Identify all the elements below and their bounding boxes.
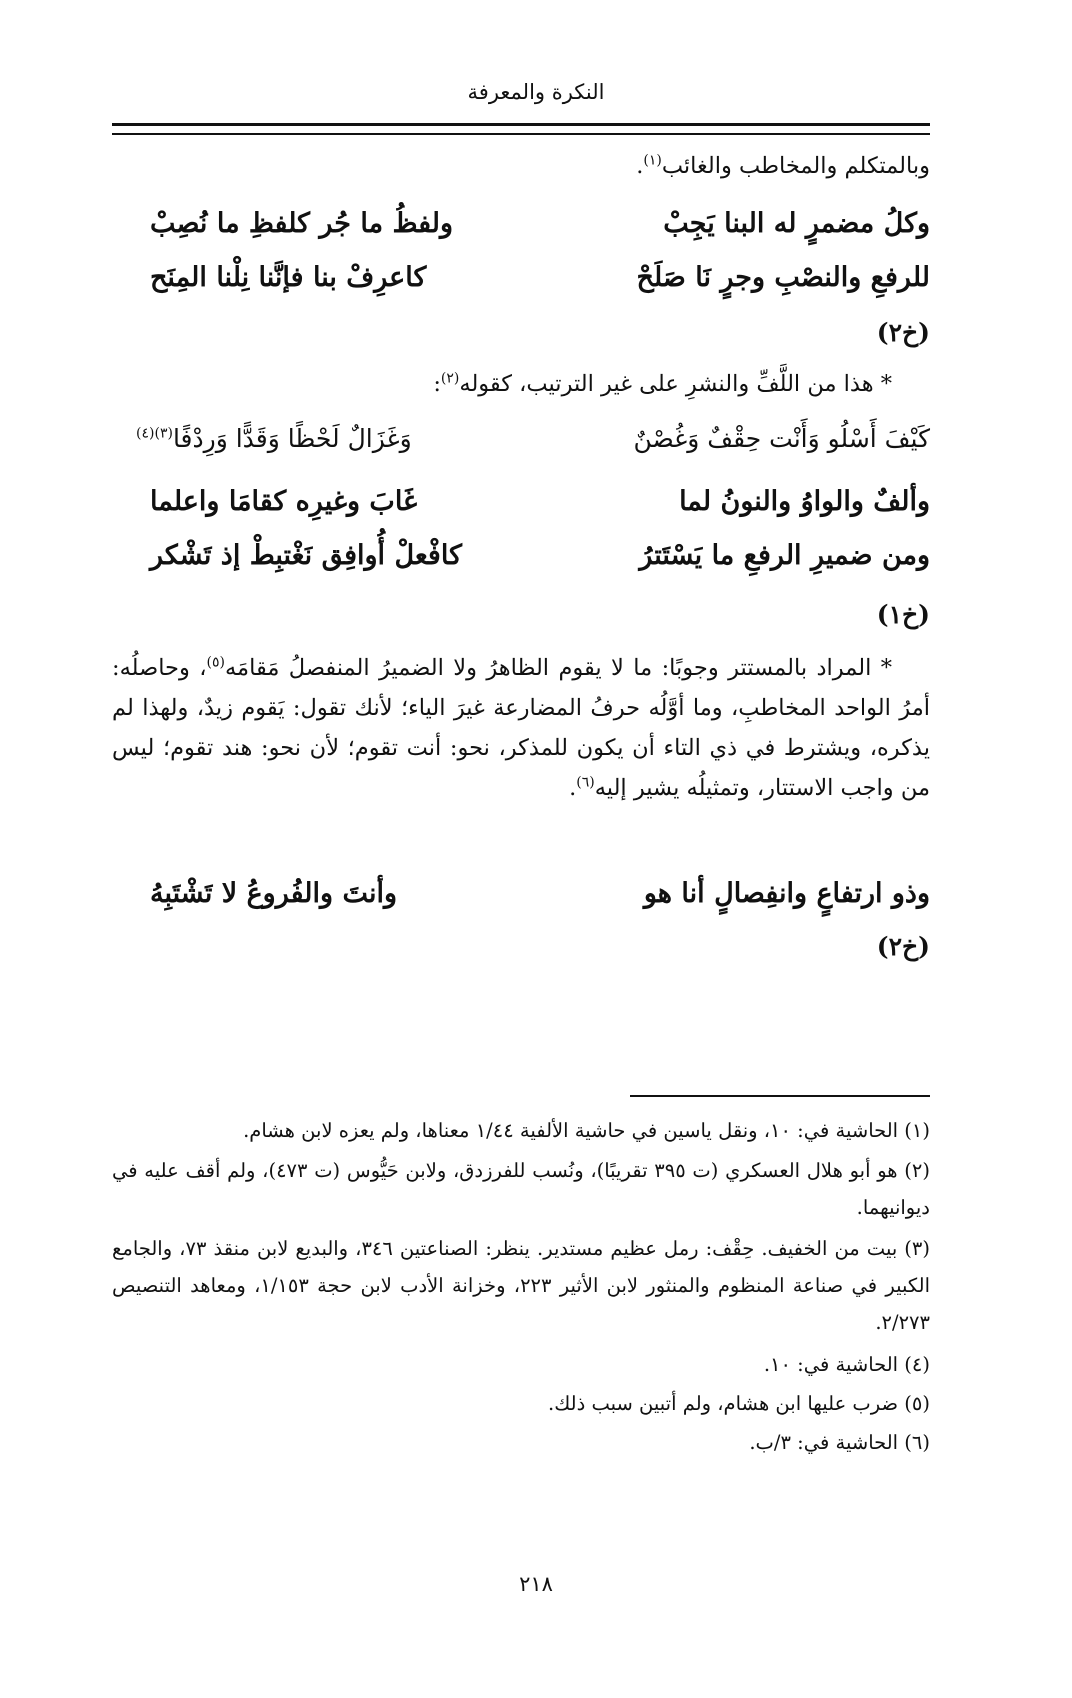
verse-line <box>112 262 930 312</box>
verse-hemistich-right: وكلُ مضمرٍ له البنا يَجِبْ <box>663 208 930 239</box>
footnote-ref: (٥) <box>206 654 225 671</box>
footnote: (١) الحاشية في: ١٠، ونقل ياسين في حاشية الألفية ١/٤٤ معناها، ولم يعزه لابن هشام. <box>243 1119 930 1142</box>
commentary-paragraph: * المراد بالمستتر وجوبًا: ما لا يقوم الظاهرُ ولا الضميرُ المنفصلُ مَقامَه$^{(٥)}$، وحاصلُه: أمرُ الواحد المخاطبِ، وما أوَّلُه حرفُ المضارعة غيرَ الياء؛ لأنك تقول: يَقوم زيدٌ، ولهذا لم يذكره، ويشترط في ذي التاء أن يكون للمذكر، نحو: أنت تقوم؛ لأن نحو: هند تقوم؛ ليس من واجب الاستتار، وتمثيلُه يشير إليه$^{(٦)}$. <box>112 654 930 801</box>
verse-line <box>112 424 930 474</box>
footnote: (٣) بيت من الخفيف. حِقْف: رمل عظيم مستدير. ينظر: الصناعتين ٣٤٦، والبديع لابن منقذ ٧٣، والجامع الكبير في صناعة المنظوم والمنثور لابن الأثير ٢٢٣، وخزانة الأدب لابن حجة ١/١٥٣، ومعاهد التنصيص ٢/٢٧٣. <box>112 1237 931 1334</box>
intro-line: وبالمتكلم والمخاطب والغائب$^{(١)}$. <box>636 152 930 179</box>
footnote-ref: (٢) <box>440 370 460 387</box>
verse-hemistich-right: ومن ضميرِ الرفعِ ما يَسْتَترُ <box>639 540 930 571</box>
footnote-separator <box>630 1095 930 1097</box>
running-head: النكرة والمعرفة <box>467 80 605 104</box>
footnote: (٦) الحاشية في: ٣/ب. <box>749 1431 930 1454</box>
verse-line <box>112 486 930 536</box>
verse-hemistich-right: كَيْفَ أَسْلُو وَأَنْت حِقْفٌ وَغُصْنٌ <box>633 424 930 453</box>
footnote-ref: (٣)(٤) <box>136 425 173 442</box>
footnote: (٤) الحاشية في: ١٠. <box>763 1353 930 1376</box>
footnote: (٥) ضرب عليها ابن هشام، ولم أتبين سبب ذلك. <box>548 1392 930 1415</box>
verse-hemistich-left: كاعرِفْ بنا فإنَّنا نِلْنا المِنَح <box>150 262 427 293</box>
verse-hemistich-right: للرفعِ والنصْبِ وجرٍ نَا صَلَحْ <box>636 262 930 293</box>
footnote: (٢) هو أبو هلال العسكري (ت ٣٩٥ تقريبًا)، ونُسب للفرزدق، ولابن حَيُّوس (ت ٤٧٣)، ولم أقف عليه في ديوانيهما. <box>112 1159 930 1219</box>
manuscript-tag: (خ٢) <box>876 318 930 347</box>
manuscript-tag: (خ١) <box>876 600 930 629</box>
verse-hemistich-left: وَغَزَالٌ لَحْظًا وَقَدًّا وَرِدْفًا$^{(٣)(٤)}$ <box>136 424 412 453</box>
page-number: ٢١٨ <box>519 1572 553 1596</box>
verse-hemistich-left: غَابَ وغيرِه كقامَا واعلما <box>150 486 418 517</box>
verse-line <box>112 208 930 258</box>
footnote-ref: (١) <box>643 152 662 169</box>
header-rule-thin <box>112 133 930 135</box>
manuscript-tag: (خ٢) <box>876 932 930 961</box>
commentary-note: * هذا من اللَّفِّ والنشرِ على غير الترتيب، كقوله$^{(٢)}$: <box>433 370 892 397</box>
verse-hemistich-right: وألفٌ والواوُ والنونُ لما <box>679 486 930 517</box>
verse-hemistich-left: كافْعلْ أُوافِق نَغْتبِطْ إذ تَشْكر <box>150 540 462 571</box>
verse-hemistich-right: وذو ارتفاعٍ وانفِصالٍ أنا هو <box>643 878 930 909</box>
verse-line <box>112 878 930 928</box>
verse-hemistich-left: ولفظُ ما جُر كلفظِ ما نُصِبْ <box>150 208 454 239</box>
verse-line <box>112 540 930 590</box>
footnote-ref: (٦) <box>576 774 595 791</box>
header-rule-thick <box>112 123 930 126</box>
verse-hemistich-left: وأنتَ والفُروعُ لا تَشْتَبِهُ <box>150 878 398 909</box>
